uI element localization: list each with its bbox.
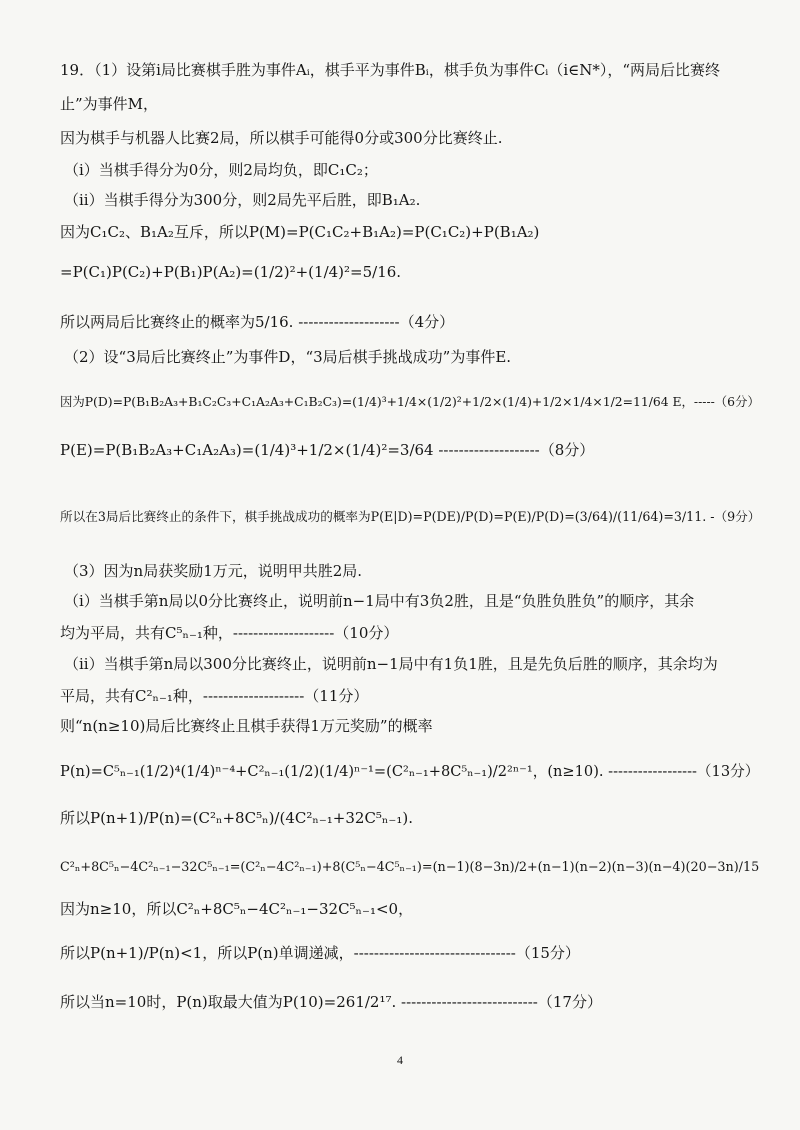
solution-line: 所以在3局后比赛终止的条件下，棋手挑战成功的概率为P(E|D)=P(DE)/P(D)=P(E)/P(D)=(3/64)/(11/64)=3/11. -（9分） <box>60 509 761 524</box>
solution-line: 所以当n=10时，P(n)取最大值为P(10)=261/2¹⁷. ---------------------------（17分） <box>60 993 602 1011</box>
solution-line: 因为棋手与机器人比赛2局，所以棋手可能得0分或300分比赛终止. <box>60 129 503 147</box>
solution-line: （2）设“3局后比赛终止”为事件D，“3局后棋手挑战成功”为事件E. <box>64 348 512 366</box>
solution-line: 均为平局，共有C⁵ₙ₋₁种，--------------------（10分） <box>60 624 399 642</box>
solution-line: 平局，共有C²ₙ₋₁种，--------------------（11分） <box>60 687 369 705</box>
solution-line: 止”为事件M， <box>60 95 159 113</box>
solution-line: （ii）当棋手第n局以300分比赛终止，说明前n−1局中有1负1胜，且是先负后胜的顺序，其余均为 <box>64 655 718 673</box>
solution-line: 因为C₁C₂、B₁A₂互斥，所以P(M)=P(C₁C₂+B₁A₂)=P(C₁C₂)+P(B₁A₂) <box>60 223 540 241</box>
solution-line: =P(C₁)P(C₂)+P(B₁)P(A₂)=(1/2)²+(1/4)²=5/16. <box>60 263 402 281</box>
solution-line: （i）当棋手得分为0分，则2局均负，即C₁C₂； <box>64 161 378 179</box>
page-number: 4 <box>397 1053 403 1067</box>
solution-line: 所以P(n+1)/P(n)=(C²ₙ+8C⁵ₙ)/(4C²ₙ₋₁+32C⁵ₙ₋₁). <box>60 809 413 827</box>
solution-line: 因为n≥10，所以C²ₙ+8C⁵ₙ−4C²ₙ₋₁−32C⁵ₙ₋₁<0， <box>60 900 414 918</box>
solution-line: 则“n(n≥10)局后比赛终止且棋手获得1万元奖励”的概率 <box>60 717 433 735</box>
solution-line: （ii）当棋手得分为300分，则2局先平后胜，即B₁A₂. <box>64 191 421 209</box>
solution-line: C²ₙ+8C⁵ₙ−4C²ₙ₋₁−32C⁵ₙ₋₁=(C²ₙ−4C²ₙ₋₁)+8(C⁵ₙ−4C⁵ₙ₋₁)=(n−1)(8−3n)/2+(n−1)(n−2)(n−3)(n−4)(20−3n)/15 <box>60 860 760 875</box>
solution-line: （3）因为n局获奖励1万元，说明甲共胜2局. <box>64 562 363 580</box>
solution-line: 因为P(D)=P(B₁B₂A₃+B₁C₂C₃+C₁A₂A₃+C₁B₂C₃)=(1/4)³+1/4×(1/2)²+1/2×(1/4)+1/2×1/4×1/2=11/64 E，-----（6分） <box>60 395 760 409</box>
solution-line: 所以P(n+1)/P(n)<1，所以P(n)单调递减，--------------------------------（15分） <box>60 944 580 962</box>
solution-line: 所以两局后比赛终止的概率为5/16. --------------------（4分） <box>60 313 455 331</box>
solution-line: P(E)=P(B₁B₂A₃+C₁A₂A₃)=(1/4)³+1/2×(1/4)²=3/64 --------------------（8分） <box>60 441 595 459</box>
solution-line: 19．（1）设第i局比赛棋手胜为事件Aᵢ，棋手平为事件Bᵢ，棋手负为事件Cᵢ（i∈N*），“两局后比赛终 <box>60 61 721 79</box>
solution-line: P(n)=C⁵ₙ₋₁(1/2)⁴(1/4)ⁿ⁻⁴+C²ₙ₋₁(1/2)(1/4)ⁿ⁻¹=(C²ₙ₋₁+8C⁵ₙ₋₁)/2²ⁿ⁻¹，(n≥10). ------------------（13分） <box>60 763 760 780</box>
solution-line: （i）当棋手第n局以0分比赛终止，说明前n−1局中有3负2胜，且是“负胜负胜负”的顺序，其余 <box>64 592 695 610</box>
